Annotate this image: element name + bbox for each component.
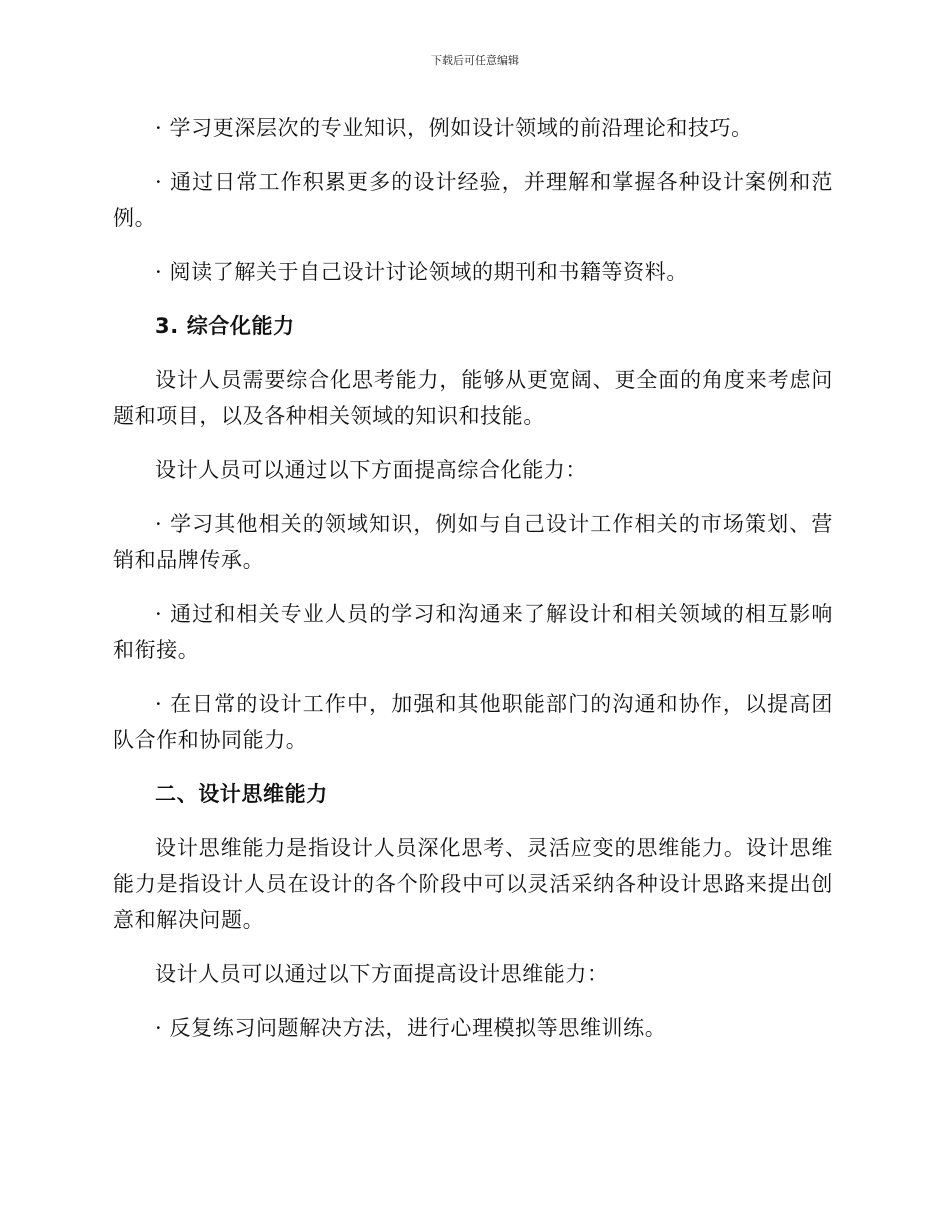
page-header: 下载后可任意编辑 [431,54,519,67]
section-heading: 3. 综合化能力 [155,314,295,338]
body-paragraph: 设计人员可以通过以下方面提高设计思维能力： [155,962,609,986]
bullet-paragraph: · 学习其他相关的领域知识，例如与自己设计工作相关的市场策划、营销和品牌传承。 [113,512,833,572]
bullet-paragraph: · 通过和相关专业人员的学习和沟通来了解设计和相关领域的相互影响和衔接。 [113,602,833,662]
body-paragraph: 设计思维能力是指设计人员深化思考、灵活应变的思维能力。设计思维能力是指设计人员在设计的各个阶段中可以灵活采纳各种设计思路来提出创意和解决问题。 [113,836,833,932]
document-body [113,110,833,1064]
body-paragraph: 设计人员可以通过以下方面提高综合化能力： [155,458,587,482]
bullet-paragraph: · 通过日常工作积累更多的设计经验，并理解和掌握各种设计案例和范例。 [113,170,833,230]
bullet-paragraph: · 反复练习问题解决方法，进行心理模拟等思维训练。 [155,1016,667,1040]
section-heading: 二、设计思维能力 [155,782,328,806]
body-paragraph: 设计人员需要综合化思考能力，能够从更宽阔、更全面的角度来考虑问题和项目，以及各种相关领域的知识和技能。 [113,368,833,428]
bullet-paragraph: · 学习更深层次的专业知识，例如设计领域的前沿理论和技巧。 [155,116,753,140]
bullet-paragraph: · 阅读了解关于自己设计讨论领域的期刊和书籍等资料。 [155,260,688,284]
bullet-paragraph: · 在日常的设计工作中，加强和其他职能部门的沟通和协作，以提高团队合作和协同能力。 [113,692,833,752]
